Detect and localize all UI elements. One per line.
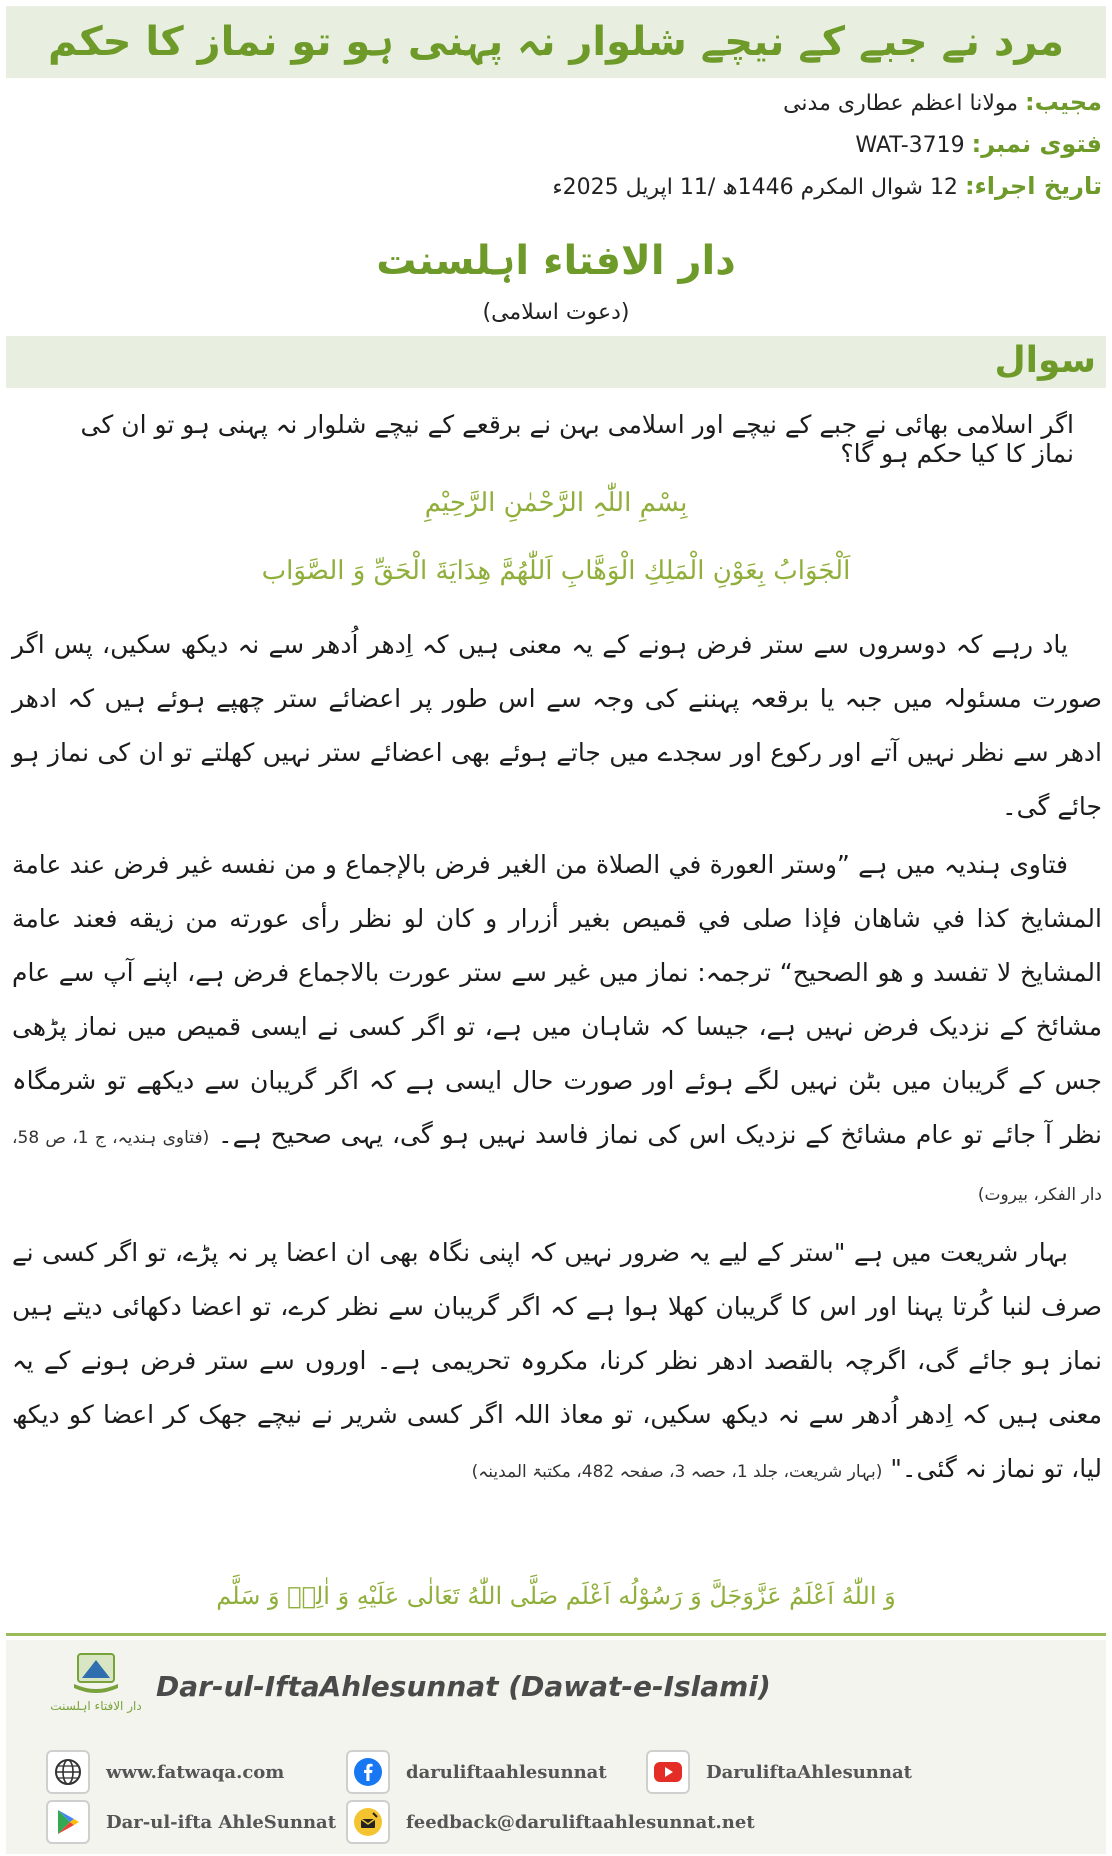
facebook-icon bbox=[346, 1750, 390, 1794]
website-label: www.fatwaqa.com bbox=[106, 1761, 285, 1783]
globe-icon bbox=[46, 1750, 90, 1794]
fatwa-number-row bbox=[855, 130, 1102, 158]
answer-body bbox=[12, 618, 1102, 1503]
youtube-icon bbox=[646, 1750, 690, 1794]
date-row bbox=[552, 172, 1102, 200]
mujeeb-row bbox=[783, 88, 1102, 116]
mujeeb-label: مجیب: bbox=[1025, 88, 1102, 116]
date-label: تاریخ اجراء: bbox=[964, 172, 1102, 200]
hindiya-reference: (فتاوی ہندیہ، ج 1، ص 58، دار الفکر، بیروت) bbox=[12, 1128, 1102, 1205]
basmala: بِسْمِ اللّٰہِ الرَّحْمٰنِ الرَّحِیْمِ bbox=[424, 488, 688, 518]
email-link[interactable] bbox=[346, 1800, 755, 1844]
facebook-link[interactable] bbox=[346, 1750, 607, 1794]
footer-divider bbox=[6, 1633, 1106, 1636]
page-title: مرد نے جبے کے نیچے شلوار نہ پہنی ہو تو نماز کا حکم bbox=[47, 19, 1065, 65]
logo-text: دار الافتاء اہلسنت bbox=[50, 1699, 142, 1713]
question-text: اگر اسلامی بھائی نے جبے کے نیچے اور اسلامی بہن نے برقعے کے نیچے شلوار نہ پہنی ہو تو ان کی نماز کا کیا حکم ہو گا؟ bbox=[80, 410, 1074, 468]
email-label: feedback@daruliftaahlesunnat.net bbox=[406, 1811, 755, 1833]
website-link[interactable] bbox=[46, 1750, 284, 1794]
fatwa-number-label: فتوی نمبر: bbox=[971, 130, 1102, 158]
playstore-label: Dar-ul-ifta AhleSunnat bbox=[106, 1811, 337, 1833]
mujeeb-value: مولانا اعظم عطاری مدنی bbox=[783, 91, 1019, 116]
organization-subtitle: (دعوت اسلامی) bbox=[482, 300, 630, 325]
answer-paragraph-2 bbox=[12, 838, 1102, 1222]
facebook-label: daruliftaahlesunnat bbox=[406, 1761, 607, 1783]
play-store-icon bbox=[46, 1800, 90, 1844]
organization-name: دار الافتاء اہلسنت bbox=[376, 238, 736, 284]
youtube-link[interactable] bbox=[646, 1750, 912, 1794]
footer-brand: Dar-ul-IftaAhlesunnat (Dawat-e-Islami) bbox=[156, 1670, 771, 1703]
answer-paragraph-1: یاد رہے کہ دوسروں سے ستر فرض ہونے کے یہ معنی ہیں کہ اِدھر اُدھر سے نہ دیکھ سکیں، پس اگر صورت مسئولہ میں جبہ یا برقعہ پہننے کی وجہ سے اس طور پر اعضائے ستر چھپے ہوئے ہیں کہ ادھر ادھر سے نظر نہیں آتے اور رکوع اور سجدے میں جاتے ہوئے بھی اعضائے ستر نہیں کھلتے تو ان کی نماز ہو جائے گی۔ bbox=[12, 630, 1102, 821]
date-value: 12 شوال المکرم 1446ھ /11 اپریل 2025ء bbox=[552, 175, 958, 200]
closing-dua: وَ اللّٰهُ اَعْلَمُ عَزَّوَجَلَّ وَ رَسُوْلُه اَعْلَم صَلَّی اللّٰهُ تَعَالٰی عَلَیْهِ وَ اٰلِهٖ وَ سَلَّم bbox=[216, 1582, 896, 1610]
playstore-link[interactable] bbox=[46, 1800, 336, 1844]
title-bar bbox=[6, 6, 1106, 78]
dar-ul-ifta-logo bbox=[48, 1648, 144, 1724]
answer-opening: اَلْجَوَابُ بِعَوْنِ الْمَلِكِ الْوَهَّابِ اَللّٰهُمَّ هِدَايَةَ الْحَقِّ وَ الصَّوَاب bbox=[261, 556, 851, 586]
fatwa-number-value: WAT-3719 bbox=[855, 133, 965, 158]
bahar-reference: (بہار شریعت، جلد 1، حصہ 3، صفحہ 482، مکتبۃ المدینہ) bbox=[471, 1462, 883, 1482]
question-section-bar bbox=[6, 336, 1106, 388]
answer-paragraph-3 bbox=[12, 1226, 1102, 1499]
footer bbox=[6, 1640, 1106, 1854]
youtube-label: DaruliftaAhlesunnat bbox=[706, 1761, 912, 1783]
question-heading: سوال bbox=[994, 340, 1096, 381]
feedback-icon bbox=[346, 1800, 390, 1844]
hindiya-quote: فتاوی ہندیہ میں ہے ”وستر العورة في الصلاة من الغير فرض بالإجماع و من نفسه غير فرض عند عامة المشايخ كذا في شاهان فإذا صلى في قميص بغير أزرار و كان لو نظر رأى عورته من زيقه فعند عامة المشايخ لا تفسد و هو الصحيح“ ترجمہ: نماز میں غیر سے ستر عورت بالاجماع فرض ہے، اپنے آپ سے عام مشائخ کے نزدیک فرض نہیں ہے، جیسا کہ شاہان میں ہے، تو اگر کسی نے ایسی قمیص میں نماز پڑھی جس کے گریبان میں بٹن نہیں لگے ہوئے اور صورت حال ایسی ہے کہ اگر گریبان سے دیکھے تو شرمگاہ نظر آ جائے تو عام مشائخ کے نزدیک اس کی نماز فاسد نہیں ہو گی، یہی صحیح ہے۔ bbox=[12, 850, 1102, 1149]
bahar-quote: بہار شریعت میں ہے "ستر کے لیے یہ ضرور نہیں کہ اپنی نگاہ بھی ان اعضا پر نہ پڑے، تو اگر کسی نے صرف لنبا کُرتا پہنا اور اس کا گریبان کھلا ہوا ہے کہ اگر گریبان سے نظر کرے، تو اعضا دکھائی دیتے ہیں نماز ہو جائے گی، اگرچہ بالقصد ادھر نظر کرنا، مکروہ تحریمی ہے۔ اوروں سے ستر فرض ہونے کے یہ معنی ہیں کہ اِدھر اُدھر سے نہ دیکھ سکیں، تو معاذ اللہ اگر کسی شریر نے نیچے جھک کر اعضا کو دیکھ لیا، تو نماز نہ گئی۔" bbox=[12, 1238, 1102, 1483]
